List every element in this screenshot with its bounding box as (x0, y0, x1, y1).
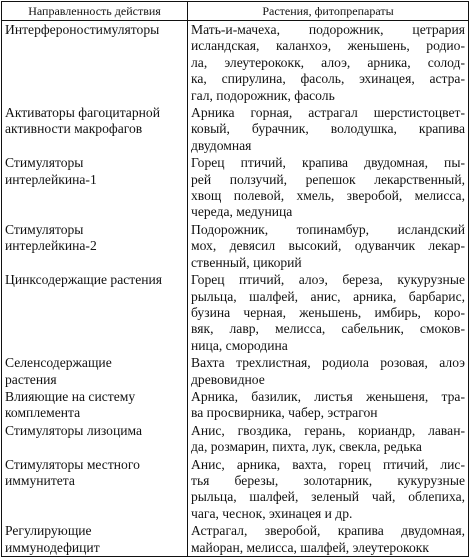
plants-line: Арника, базилик, листья женьшеня, тра- (191, 388, 465, 404)
plants-line: Арника горная, астрагал шерстистоцвет- (191, 105, 465, 121)
table-row (2, 221, 469, 271)
plants-line: Анис, арника, вахта, горец птичий, лис- (191, 456, 465, 472)
plants-line: рыльца, шалфей, анис, арника, барбарис, (191, 288, 465, 304)
plants-cell (188, 388, 469, 422)
category-line: Цинксодержащие растения (5, 272, 163, 288)
plants-cell (188, 271, 469, 354)
category-cell (2, 388, 188, 422)
category-line: интерлейкина-2 (5, 238, 97, 254)
table-row (2, 271, 469, 354)
table-row (2, 104, 469, 154)
category-line: иммунодефицит (5, 539, 100, 555)
plants-line: двудомная (191, 137, 252, 153)
plants-line: тья березы, золотарник, кукурузные (191, 472, 465, 488)
plants-line: хвощ полевой, хмель, зверобой, мелисса, (191, 188, 465, 204)
plants-line: череда, медуница (191, 204, 293, 220)
category-cell (2, 422, 188, 456)
table-row (2, 456, 469, 523)
category-cell (2, 104, 188, 154)
table-row (2, 388, 469, 422)
plants-line: Мать-и-мачеха, подорожник, цетрария (191, 22, 465, 37)
category-cell (2, 522, 188, 556)
category-cell (2, 21, 188, 105)
plants-cell (188, 221, 469, 271)
category-line: Влияющие на систему (5, 388, 136, 404)
plants-line: чага, чеснок, эхинацея и др. (191, 505, 353, 521)
table-row (2, 422, 469, 456)
category-line: растения (5, 371, 57, 387)
plants-cell (188, 456, 469, 523)
category-cell (2, 154, 188, 221)
category-line: Стимуляторы (5, 155, 84, 171)
category-line: иммунитета (5, 472, 75, 488)
plants-cell (188, 354, 469, 388)
category-line: Активаторы фагоцитарной (5, 105, 160, 121)
plants-line: Горец птичий, крапива двудомная, пы- (191, 155, 465, 171)
table-row (2, 21, 469, 105)
category-cell (2, 354, 188, 388)
category-line: Стимуляторы (5, 221, 84, 237)
phyto-table (1, 1, 469, 557)
plants-cell (188, 422, 469, 456)
plants-cell (188, 21, 469, 105)
category-line: активности макрофагов (5, 121, 143, 137)
plants-cell (188, 154, 469, 221)
plants-line: ка, спирулина, фасоль, эхинацея, астра- (191, 71, 465, 87)
category-line: Стимуляторы лизоцима (5, 422, 143, 438)
plants-line: ла, элеутерококк, алоэ, арника, солод- (191, 54, 465, 70)
category-line: комплемента (5, 405, 81, 421)
plants-line: рей ползучий, репешок лекарственный, (191, 171, 465, 187)
plants-line: Астрагал, зверобой, крапива двудомная, (191, 523, 465, 539)
plants-line: Подорожник, топинамбур, исландский (191, 221, 465, 237)
plants-line: да, розмарин, пихта, лук, свекла, редька (191, 439, 422, 455)
plants-line: ница, смородина (191, 337, 288, 353)
plants-line: ственный, цикорий (191, 254, 302, 270)
plants-line: майоран, мелисса, шалфей, элеутерококк (191, 539, 429, 555)
plants-line: Горец птичий, алоэ, береза, кукурузные (191, 272, 465, 288)
category-cell (2, 221, 188, 271)
plants-line: гал, подорожник, фасоль (191, 87, 335, 103)
plants-line: рыльца, шалфей, зеленый чай, облепиха, (191, 489, 465, 505)
plants-line: ковый, бурачник, володушка, крапива (191, 121, 465, 137)
plants-line: вяк, лавр, мелисса, сабельник, смоков- (191, 321, 465, 337)
plants-line: ва просвирника, чабер, эстрагон (191, 405, 378, 421)
table-header-row (2, 2, 469, 21)
category-line: Регулирующие (5, 523, 92, 539)
plants-cell (188, 522, 469, 556)
table-row (2, 354, 469, 388)
plants-cell (188, 104, 469, 154)
plants-line: Анис, гвоздика, герань, кориандр, лаван- (191, 422, 465, 438)
category-line: Селенсодержащие (5, 355, 112, 371)
plants-line: исландская, каланхоэ, женьшень, родио- (191, 38, 465, 54)
column-header-plants: Растения, фитопрепараты (188, 2, 469, 21)
plants-line: мох, девясил высокий, одуванчик лекар- (191, 238, 465, 254)
category-line: Интерфероностимуляторы (5, 22, 160, 37)
table-row (2, 154, 469, 221)
table-row (2, 522, 469, 556)
category-line: интерлейкина-1 (5, 171, 97, 187)
column-header-action: Направленность действия (2, 2, 188, 21)
plants-line: Вахта трехлистная, родиола розовая, алоэ (191, 355, 465, 371)
plants-line: бузина черная, женьшень, имбирь, коро- (191, 304, 465, 320)
plants-line: древовидное (191, 371, 265, 387)
category-cell (2, 456, 188, 523)
category-cell (2, 271, 188, 354)
category-line: Стимуляторы местного (5, 456, 140, 472)
